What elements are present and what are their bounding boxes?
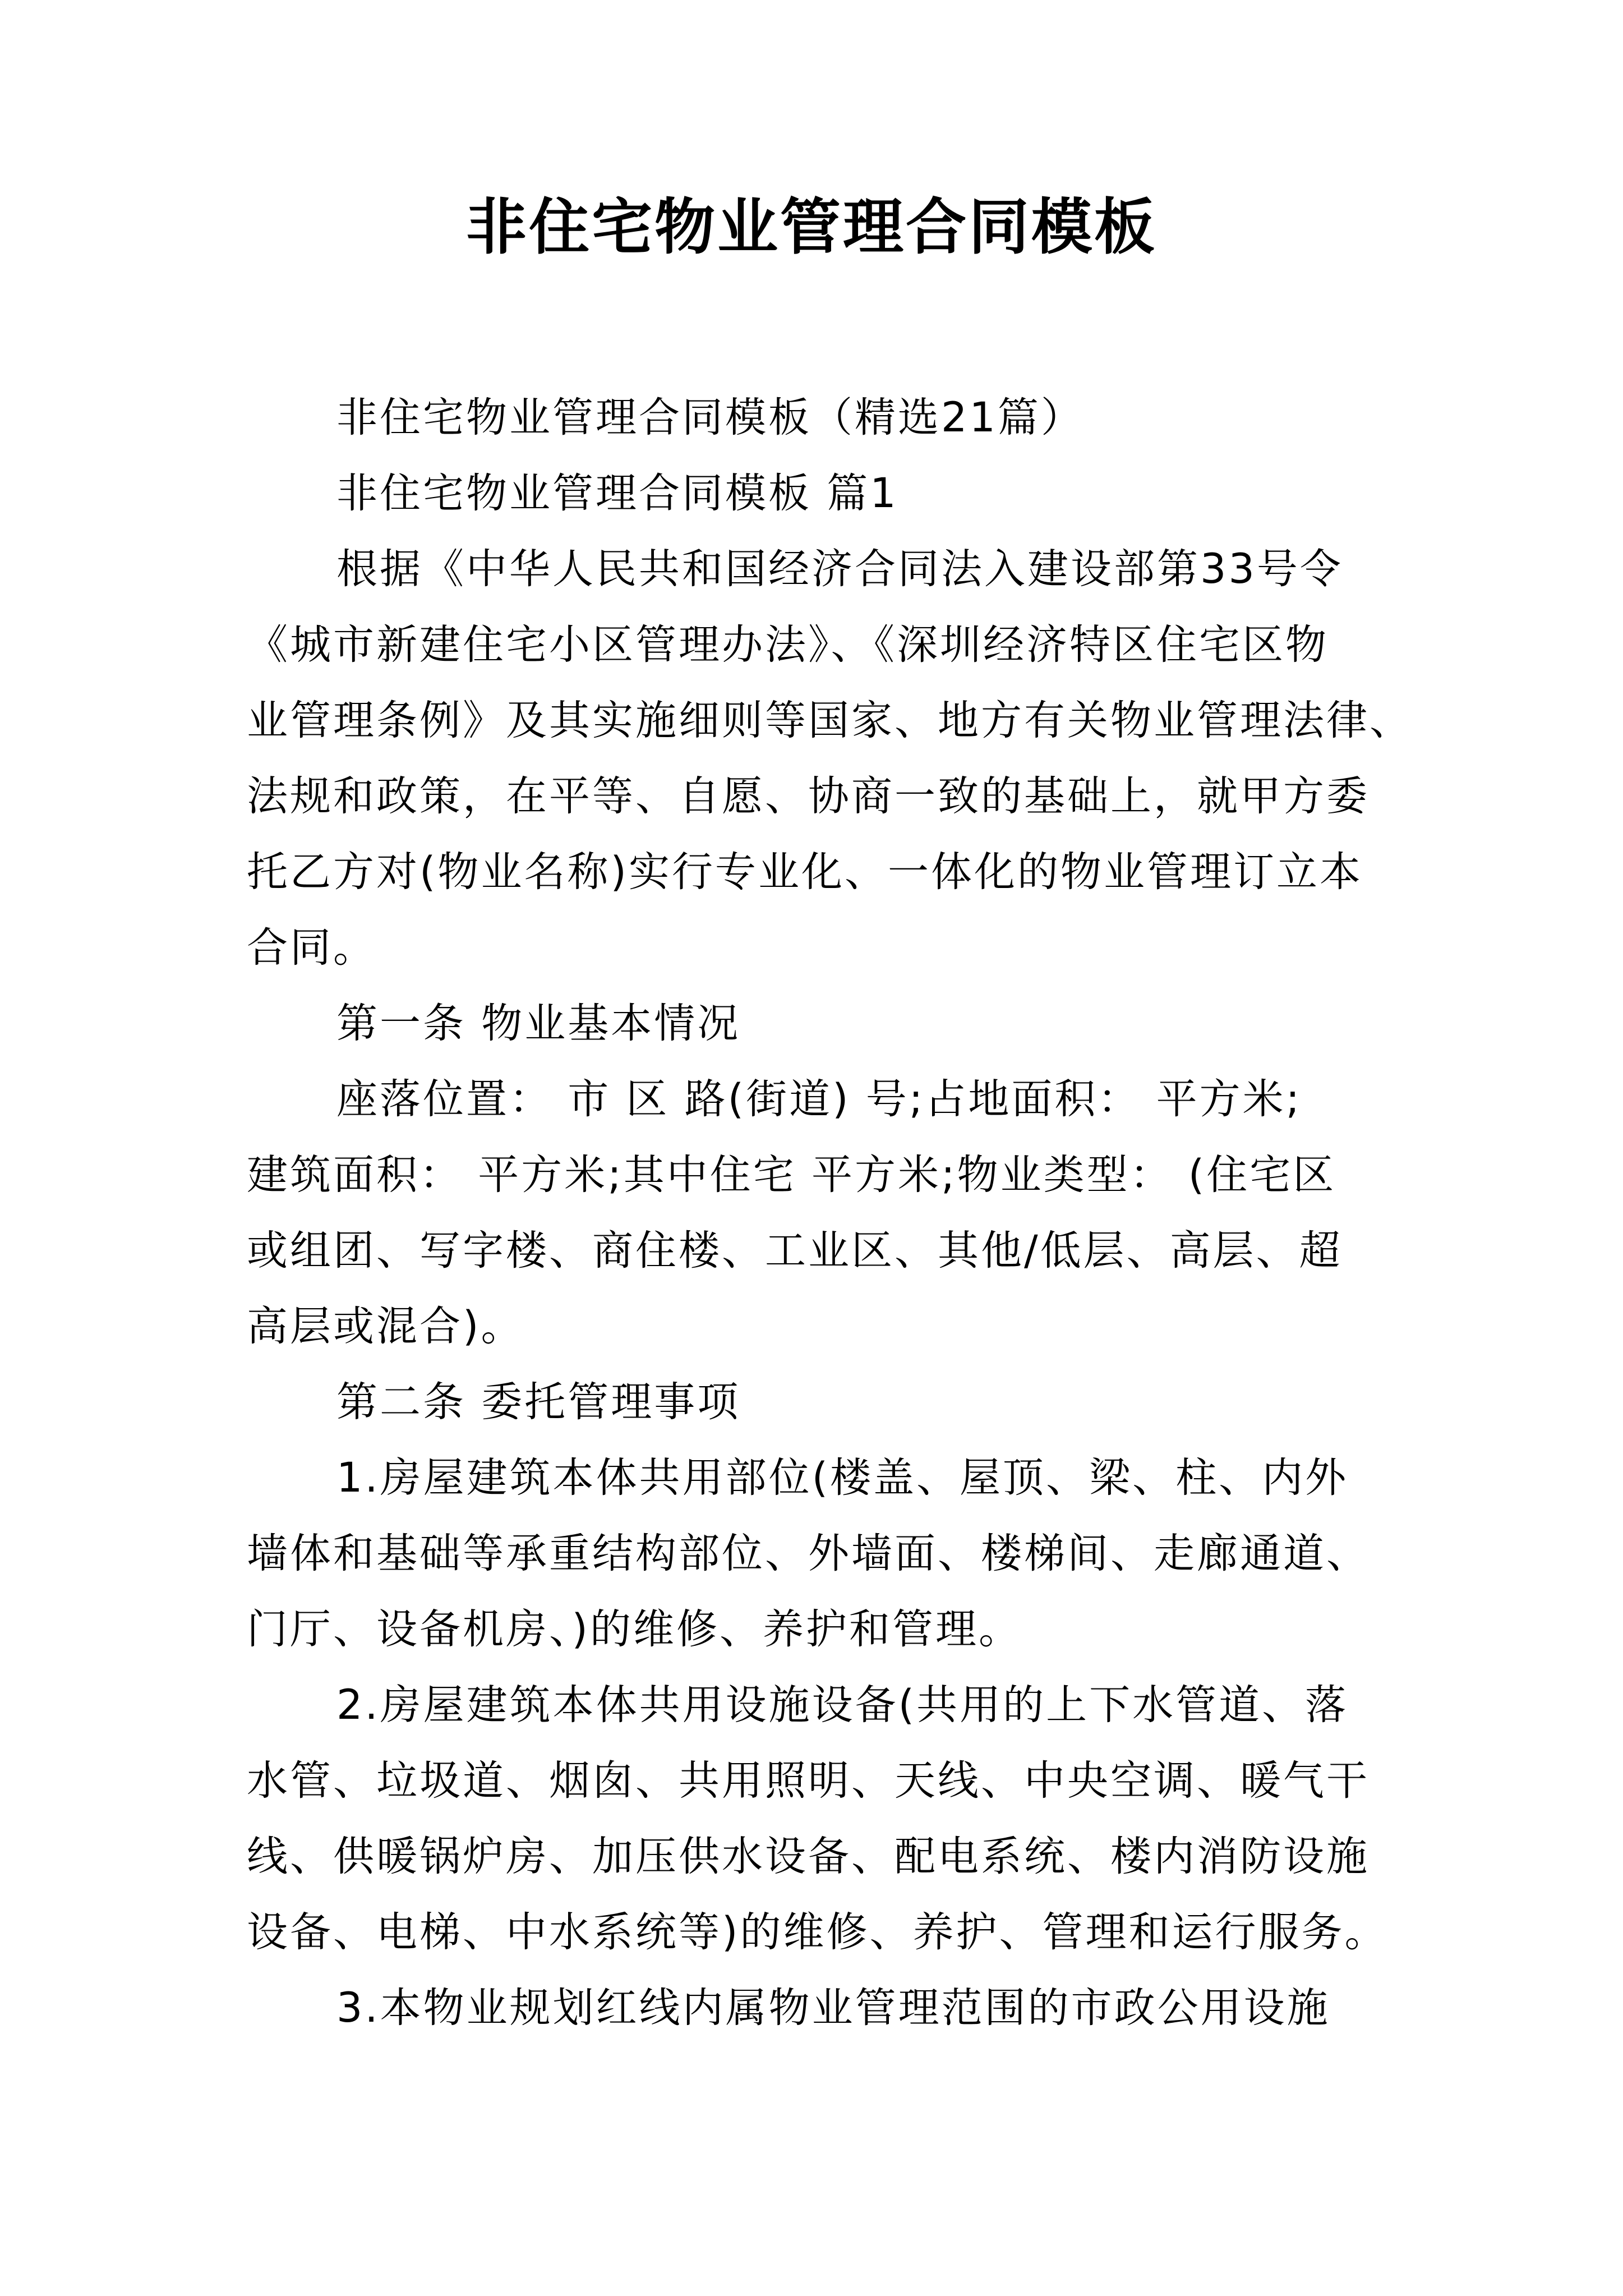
paragraph-line: 2.房屋建筑本体共用设施设备(共用的上下水管道、落 — [336, 1681, 1349, 1729]
paragraph-line: 水管、垃圾道、烟囱、共用照明、天线、中央空调、暖气干 — [247, 1757, 1370, 1805]
paragraph-line: 建筑面积： 平方米;其中住宅 平方米;物业类型： (住宅区 — [247, 1151, 1336, 1199]
paragraph-line: 3.本物业规划红线内属物业管理范围的市政公用设施 — [336, 1984, 1330, 2032]
paragraph-line: 座落位置： 市 区 路(街道) 号;占地面积： 平方米; — [336, 1075, 1302, 1123]
paragraph-line: 《城市新建住宅小区管理办法》、《深圳经济特区住宅区物 — [247, 621, 1329, 669]
paragraph-line: 1.房屋建筑本体共用部位(楼盖、屋顶、梁、柱、内外 — [336, 1454, 1349, 1502]
section-heading: 非住宅物业管理合同模板 篇1 — [336, 470, 898, 517]
subtitle-line: 非住宅物业管理合同模板（精选21篇） — [336, 394, 1084, 441]
paragraph-line: 设备、电梯、中水系统等)的维修、养护、管理和运行服务。 — [247, 1908, 1388, 1956]
paragraph-line: 托乙方对(物业名称)实行专业化、一体化的物业管理订立本 — [247, 848, 1363, 896]
paragraph-line: 墙体和基础等承重结构部位、外墙面、楼梯间、走廊通道、 — [247, 1530, 1370, 1577]
paragraph-line: 或组团、写字楼、商住楼、工业区、其他/低层、高层、超 — [247, 1227, 1343, 1274]
paragraph-line: 门厅、设备机房、)的维修、养护和管理。 — [247, 1605, 1022, 1653]
paragraph-line: 合同。 — [247, 924, 376, 972]
paragraph-line: 高层或混合)。 — [247, 1303, 524, 1350]
paragraph-line: 业管理条例》及其实施细则等国家、地方有关物业管理法律、 — [247, 697, 1413, 744]
article-heading: 第一条 物业基本情况 — [336, 1000, 741, 1047]
article-heading: 第二条 委托管理事项 — [336, 1378, 741, 1426]
paragraph-line: 线、供暖锅炉房、加压供水设备、配电系统、楼内消防设施 — [247, 1833, 1370, 1880]
document-title: 非住宅物业管理合同模板 — [465, 192, 1157, 263]
paragraph-line: 根据《中华人民共和国经济合同法入建设部第33号令 — [336, 545, 1343, 593]
paragraph-line: 法规和政策，在平等、自愿、协商一致的基础上，就甲方委 — [247, 772, 1370, 820]
